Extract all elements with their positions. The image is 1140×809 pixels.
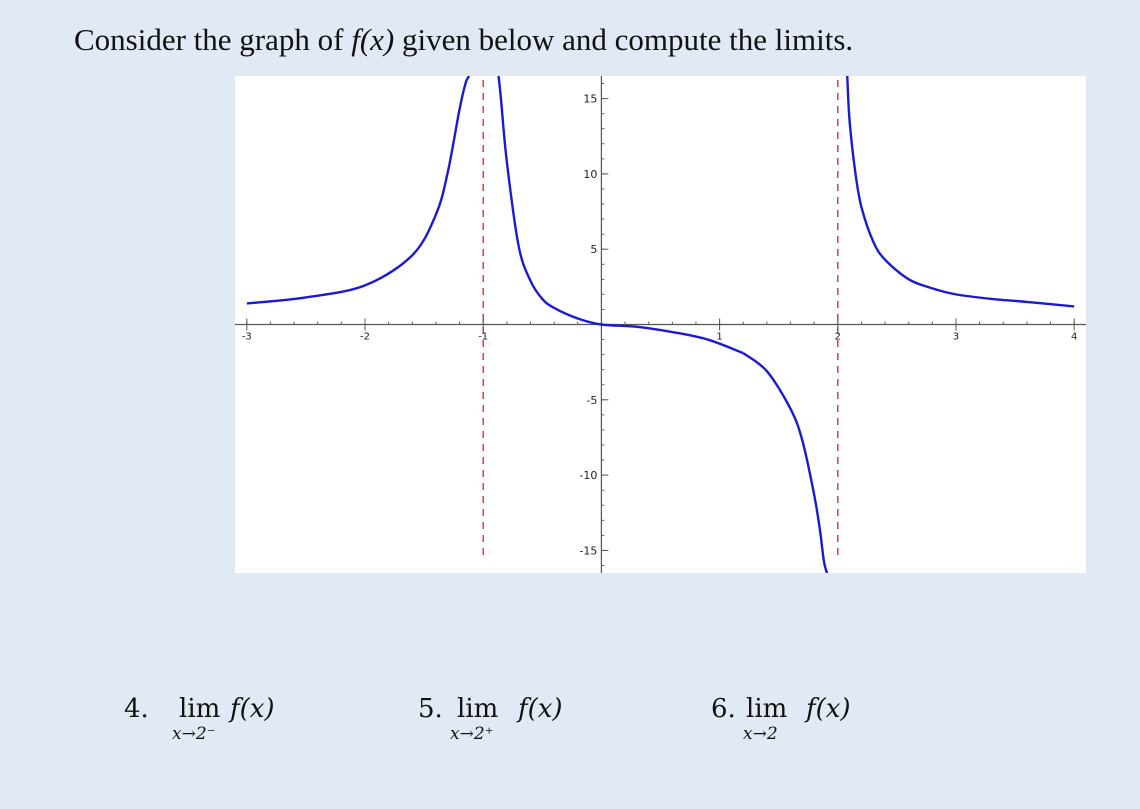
curve-branch: [847, 76, 1074, 306]
x-tick-label: 4: [1070, 331, 1078, 343]
curve-branch: [247, 76, 469, 303]
curve-branch: [499, 76, 744, 353]
x-tick-label: 1: [716, 331, 723, 343]
limit-approach: x→2: [743, 724, 778, 744]
x-tick-label: -1: [478, 331, 489, 343]
limit-function: f(x): [806, 694, 851, 724]
limit-function: f(x): [230, 694, 275, 724]
limit-approach: x→2⁻: [172, 724, 216, 744]
y-tick-label: -5: [586, 393, 598, 407]
graph-canvas: [235, 76, 1086, 573]
y-tick-label: 10: [583, 167, 598, 181]
y-tick-label: 5: [590, 243, 598, 257]
limit-operator: lim: [746, 694, 788, 724]
x-tick-label: -3: [241, 331, 252, 343]
limit-number: 5.: [418, 694, 443, 724]
question-function: f(x): [351, 22, 395, 57]
limit-function: f(x): [518, 694, 563, 724]
y-tick-label: -15: [579, 544, 598, 558]
curve-branch: [743, 353, 827, 573]
limit-approach: x→2⁺: [450, 724, 494, 744]
x-tick-label: 2: [834, 331, 841, 343]
x-tick-label: -2: [360, 331, 371, 343]
y-tick-label: 15: [583, 92, 598, 106]
limit-number: 6.: [711, 694, 736, 724]
x-tick-label: 3: [952, 331, 960, 343]
function-graph: [235, 76, 1086, 573]
limit-operator: lim: [179, 694, 221, 724]
question-prompt: [74, 22, 853, 58]
y-tick-label: -10: [579, 469, 598, 483]
limit-operator: lim: [457, 694, 499, 724]
question-prefix: Consider the graph of: [74, 22, 352, 57]
question-suffix: given below and compute the limits.: [394, 22, 854, 57]
limit-number: 4.: [124, 694, 149, 724]
